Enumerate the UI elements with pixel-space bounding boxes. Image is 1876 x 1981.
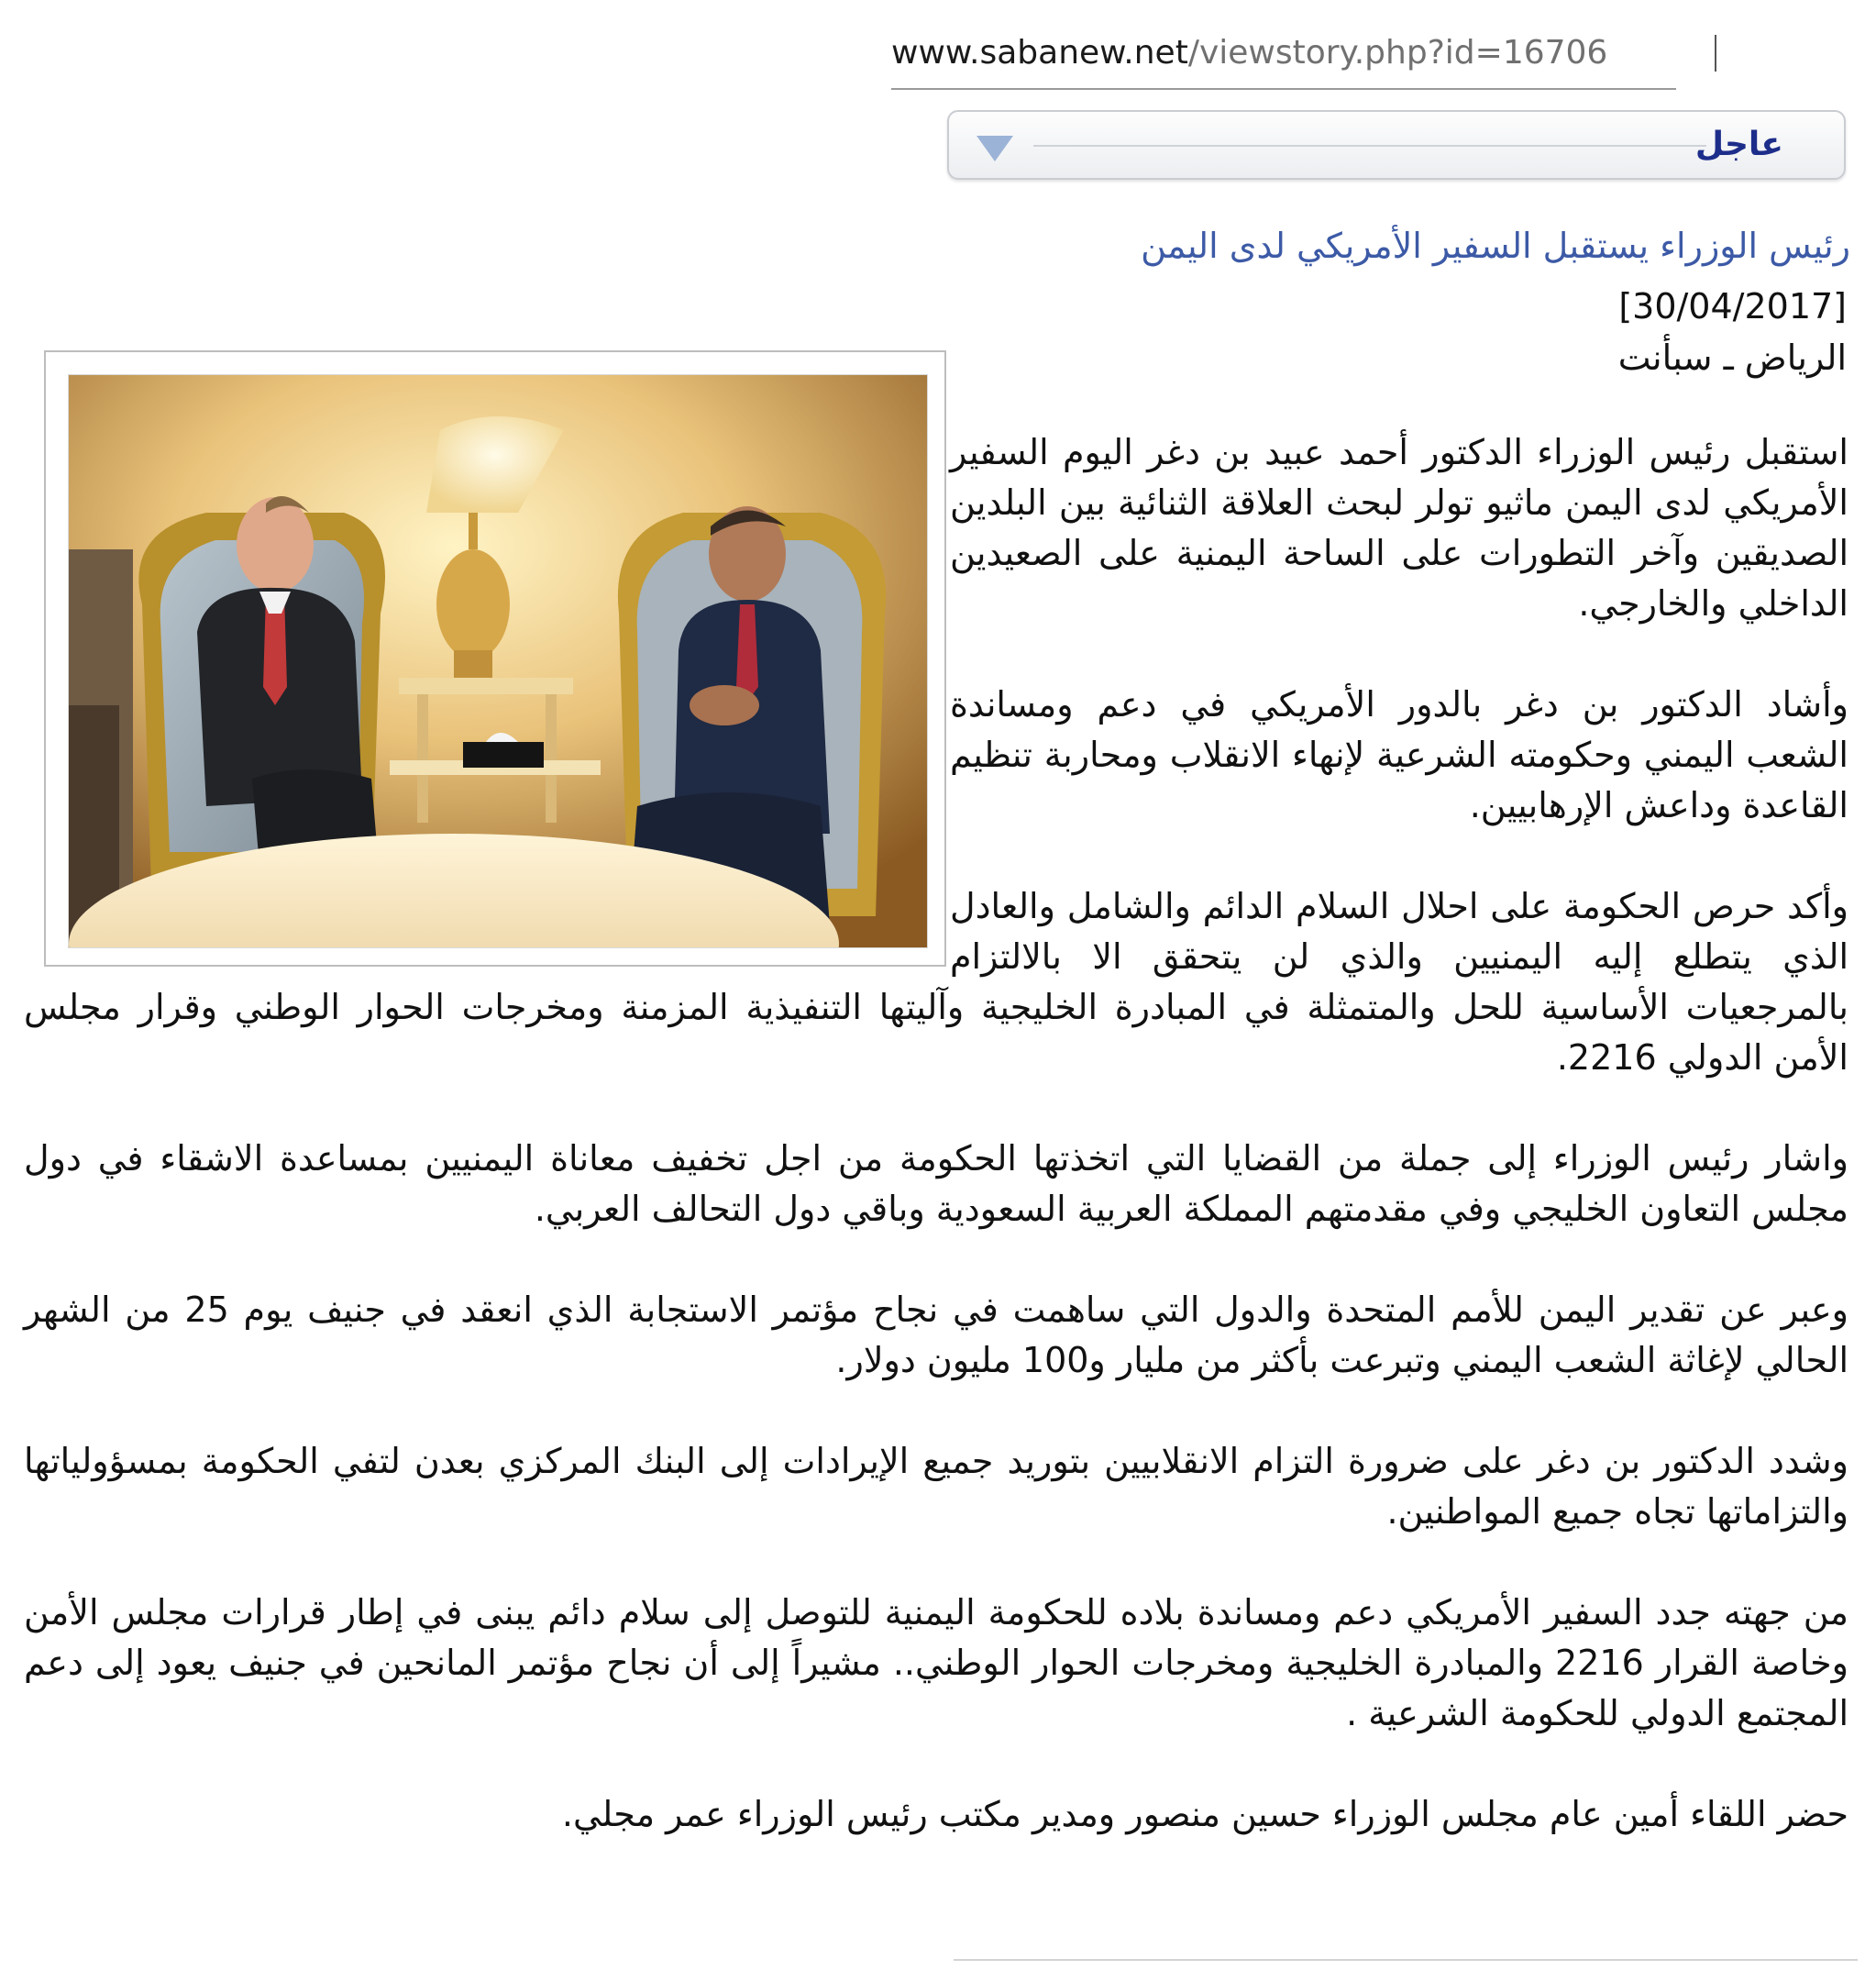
article-paragraph-6: وشدد الدكتور بن دغر على ضرورة التزام الانقلابيين بتوريد جميع الإيرادات إلى البنك المركزي بعدن لتفي الحكومة بمسؤولياتها والتزاماتها تجاه جميع المواطنين. — [24, 1441, 1848, 1532]
article-paragraph-8: حضر اللقاء أمين عام مجلس الوزراء حسين منصور ومدير مكتب رئيس الوزراء عمر مجلي. — [561, 1794, 1848, 1834]
article-headline[interactable]: رئيس الوزراء يستقبل السفير الأمريكي لدى اليمن — [1141, 226, 1850, 266]
article-body — [24, 427, 1848, 1890]
url-host: www.sabanew.net — [891, 34, 1188, 72]
ticker-divider — [1033, 145, 1706, 147]
dropdown-triangle-icon[interactable] — [977, 136, 1013, 161]
article-paragraph-5: وعبر عن تقدير اليمن للأمم المتحدة والدول التي ساهمت في نجاح مؤتمر الاستجابة الذي انعقد في جنيف يوم 25 من الشهر الحالي لإغاثة الشعب اليمني وتبرعت بأكثر من مليار و100 مليون دولار. — [24, 1289, 1848, 1380]
article-paragraph-3: وأكد حرص الحكومة على احلال السلام الدائم والشامل والعادل الذي يتطلع إليه اليمنيين والذي لن يتحقق الا بالالتزام بالمرجعيات الأساسية للحل والمتمثلة في المبادرة الخليجية وآليتها التنفيذية المزمنة ومخرجات الحوار الوطني وقرار مجلس الأمن الدولي 2216. — [24, 886, 1848, 1078]
article-paragraph-4: واشار رئيس الوزراء إلى جملة من القضايا التي اتخذتها الحكومة من اجل تخفيف معاناة اليمنيين بمساعدة الاشقاء في دول مجلس التعاون الخليجي وفي مقدمتهم المملكة العربية السعودية وباقي دول التحالف العربي. — [24, 1138, 1848, 1229]
photo-spacer — [24, 427, 950, 978]
article-dateline: الرياض ـ سبأنت — [1617, 338, 1847, 378]
text-caret — [1715, 35, 1716, 72]
breaking-news-label: عاجل — [1694, 126, 1783, 163]
footer-divider — [954, 1959, 1858, 1961]
article-date: [30/04/2017] — [1618, 286, 1847, 326]
breaking-news-bar — [947, 110, 1846, 180]
url-path: /viewstory.php?id=16706 — [1187, 34, 1608, 72]
article-paragraph-2: وأشاد الدكتور بن دغر بالدور الأمريكي في دعم ومساندة الشعب اليمني وحكومته الشرعية لإنهاء الانقلاب ومحاربة تنظيم القاعدة وداعش الإرهابيين. — [950, 684, 1848, 825]
address-bar[interactable] — [891, 28, 1676, 90]
article-paragraph-7: من جهته جدد السفير الأمريكي دعم ومساندة بلاده للحكومة اليمنية للتوصل إلى سلام دائم يبنى في إطار قرارات مجلس الأمن وخاصة القرار 2216 والمبادرة الخليجية ومخرجات الحوار الوطني.. مشيراً إلى أن نجاح مؤتمر المانحين في جنيف يعود إلى دعم المجتمع الدولي للحكومة الشرعية . — [24, 1592, 1849, 1733]
article-paragraph-1: استقبل رئيس الوزراء الدكتور أحمد عبيد بن دغر اليوم السفير الأمريكي لدى اليمن ماثيو تولر لبحث العلاقة الثنائية بين البلدين الصديقين وآخر التطورات على الساحة اليمنية على الصعيدين الداخلي والخارجي. — [950, 432, 1848, 624]
